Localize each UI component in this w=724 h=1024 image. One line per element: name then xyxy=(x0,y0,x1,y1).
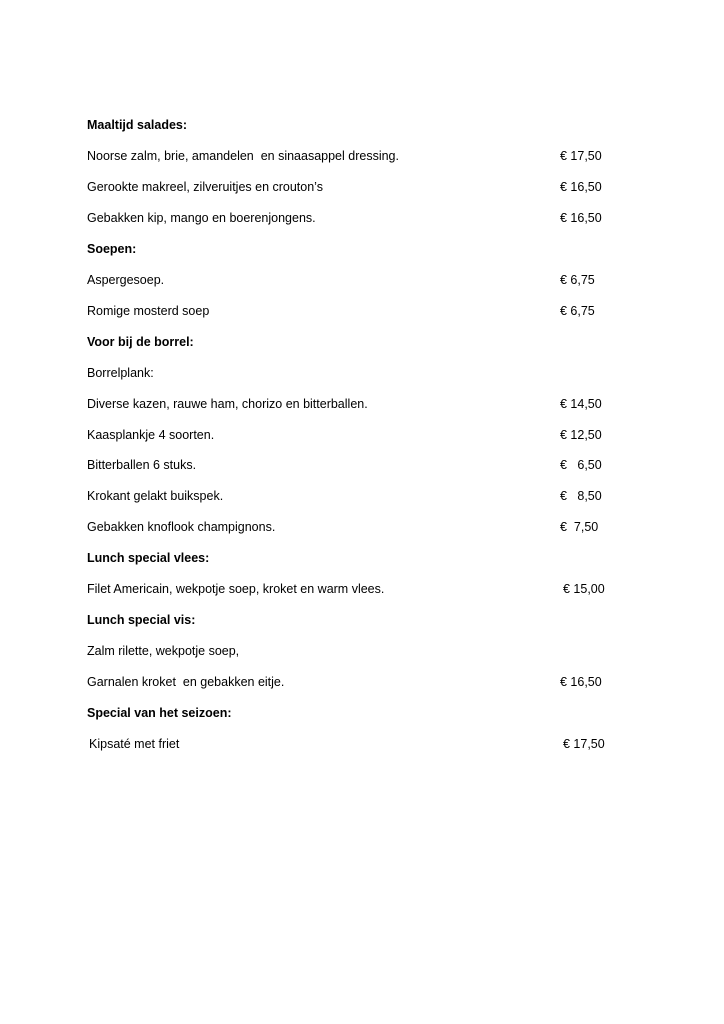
menu-item-name: Diverse kazen, rauwe ham, chorizo en bitterballen. xyxy=(87,397,368,411)
menu-item-name: Aspergesoep. xyxy=(87,273,165,287)
menu-item-price: € 17,50 xyxy=(560,149,602,163)
menu-item-price: € 8,50 xyxy=(560,489,602,503)
menu-item-name: Garnalen kroket en gebakken eitje. xyxy=(87,675,285,689)
menu-item-name: Filet Americain, wekpotje soep, kroket en warm vlees. xyxy=(87,582,385,596)
menu-item-name: Gebakken kip, mango en boerenjongens. xyxy=(87,211,316,225)
menu-item-price: € 15,00 xyxy=(563,582,605,596)
menu-item-price: € 12,50 xyxy=(560,428,602,442)
menu-item-price: € 6,75 xyxy=(560,273,595,287)
section-heading-soepen: Soepen: xyxy=(87,242,137,256)
menu-item-price: € 16,50 xyxy=(560,675,602,689)
section-heading-borrel: Voor bij de borrel: xyxy=(87,335,194,349)
section-heading-lunch-vis: Lunch special vis: xyxy=(87,613,196,627)
menu-item-price: € 6,75 xyxy=(560,304,595,318)
menu-item-name: Gebakken knoflook champignons. xyxy=(87,520,276,534)
menu-item-name: Krokant gelakt buikspek. xyxy=(87,489,224,503)
menu-item-price: € 16,50 xyxy=(560,180,602,194)
menu-item-description: Zalm rilette, wekpotje soep, xyxy=(87,644,240,658)
menu-item-price: € 17,50 xyxy=(563,737,605,751)
menu-item-price: € 16,50 xyxy=(560,211,602,225)
menu-item-name: Noorse zalm, brie, amandelen en sinaasappel dressing. xyxy=(87,149,399,163)
section-heading-salades: Maaltijd salades: xyxy=(87,118,188,132)
menu-item-price: € 6,50 xyxy=(560,458,602,472)
menu-item-name: Kaasplankje 4 soorten. xyxy=(87,428,215,442)
menu-item-name: Romige mosterd soep xyxy=(87,304,210,318)
menu-item-name: Kipsaté met friet xyxy=(89,737,180,751)
section-heading-lunch-vlees: Lunch special vlees: xyxy=(87,551,210,565)
menu-item-price: € 7,50 xyxy=(560,520,599,534)
menu-item-price: € 14,50 xyxy=(560,397,602,411)
menu-item-name: Gerookte makreel, zilveruitjes en crouton’s xyxy=(87,180,323,194)
menu-item-name: Bitterballen 6 stuks. xyxy=(87,458,197,472)
subsection-label-borrelplank: Borrelplank: xyxy=(87,366,154,380)
section-heading-seizoen: Special van het seizoen: xyxy=(87,706,232,720)
